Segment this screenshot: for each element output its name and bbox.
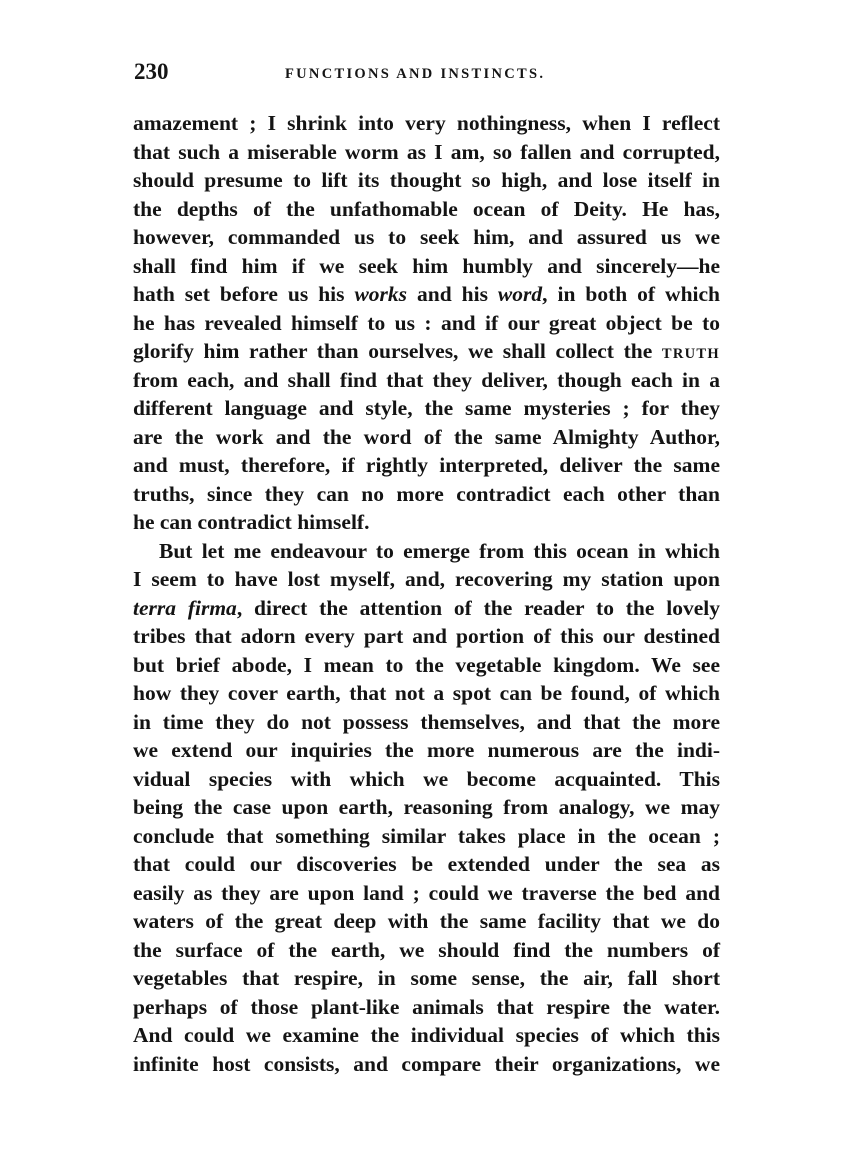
text-segment: , in both of which — [542, 282, 721, 306]
text-line: tribes that adorn every part and portion of this our destined — [133, 624, 720, 648]
body-text — [133, 109, 720, 1078]
text-line: how they cover earth, that not a spot can be found, of which — [133, 681, 720, 705]
text-line: waters of the great deep with the same facility that we do — [133, 909, 720, 933]
text-line: should presume to lift its thought so high, and lose itself in — [133, 168, 720, 192]
italic-text: terra firma — [133, 595, 237, 620]
text-segment: and his — [407, 282, 498, 306]
text-line: we extend our inquiries the more numerous are the indi- — [133, 738, 720, 762]
text-line: But let me endeavour to emerge from this ocean in which — [159, 538, 720, 563]
text-line: shall find him if we seek him humbly and sincerely—he — [133, 253, 720, 278]
text-line — [133, 594, 720, 623]
text-line: infinite host consists, and compare their organizations, we — [133, 1051, 720, 1076]
text-line: but brief abode, I mean to the vegetable kingdom. We see — [133, 652, 720, 677]
text-segment: hath set before us his — [133, 282, 355, 306]
text-line: truths, since they can no more contradict each other than — [133, 481, 720, 506]
text-segment: glorify him rather than ourselves, we shall collect the — [133, 339, 662, 363]
text-line: conclude that something similar takes place in the ocean ; — [133, 823, 720, 848]
small-caps-text: TRUTH — [661, 346, 720, 362]
text-line: are the work and the word of the same Almighty Author, — [133, 424, 720, 449]
text-line: different language and style, the same mysteries ; for they — [133, 396, 720, 420]
text-line: and must, therefore, if rightly interpreted, deliver the same — [133, 453, 720, 477]
text-line: And could we examine the individual species of which this — [133, 1023, 720, 1047]
text-line: the depths of the unfathomable ocean of Deity. He has, — [133, 196, 720, 221]
italic-text: word — [497, 282, 543, 306]
text-segment: , direct the attention of the reader to the lovely — [236, 595, 720, 620]
text-line: from each, and shall find that they deliver, though each in a — [133, 367, 720, 392]
italic-text: works — [354, 282, 408, 306]
text-line: however, commanded us to seek him, and assured us we — [133, 225, 720, 249]
text-line: easily as they are upon land ; could we traverse the bed and — [133, 880, 720, 905]
running-header: FUNCTIONS AND INSTINCTS. — [285, 66, 546, 82]
text-line — [133, 280, 720, 309]
text-line: amazement ; I shrink into very nothingness, when I reflect — [133, 111, 720, 135]
text-line: the surface of the earth, we should find the numbers of — [133, 937, 720, 962]
text-line — [133, 337, 720, 366]
page-number: 230 — [134, 59, 169, 84]
text-line: perhaps of those plant-like animals that respire the water. — [133, 994, 720, 1019]
text-line: vegetables that respire, in some sense, the air, fall short — [133, 966, 720, 990]
text-line: vidual species with which we become acquainted. This — [133, 766, 720, 791]
text-line: that could our discoveries be extended under the sea as — [133, 852, 720, 876]
text-line: in time they do not possess themselves, and that the more — [133, 709, 720, 734]
text-line: being the case upon earth, reasoning from analogy, we may — [133, 795, 720, 819]
text-line: he has revealed himself to us : and if our great object be to — [133, 310, 720, 335]
text-line: he can contradict himself. — [133, 510, 370, 534]
text-line: I seem to have lost myself, and, recovering my station upon — [133, 567, 720, 591]
text-line: that such a miserable worm as I am, so fallen and corrupted, — [133, 139, 720, 164]
